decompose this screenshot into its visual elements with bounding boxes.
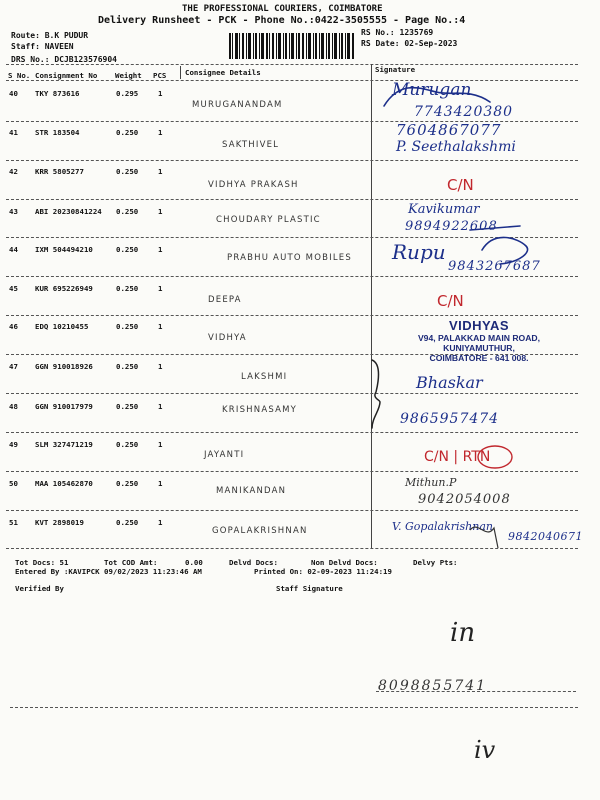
- row-weight: 0.250: [116, 518, 139, 527]
- row-phone: 7743420380: [414, 104, 514, 120]
- row-consignee-name: VIDHYA: [208, 333, 247, 343]
- col-header-consignee: Consignee Details: [185, 68, 261, 77]
- row-sno: 45: [9, 284, 18, 293]
- row-pcs: 1: [158, 402, 163, 411]
- row-consignment: TKY 873616: [35, 89, 80, 98]
- row-phone: 9842040671: [508, 530, 583, 543]
- col-header-signature: Signature: [375, 65, 416, 74]
- row-sno: 40: [9, 89, 18, 98]
- delivered-docs: Delvd Docs:: [229, 558, 278, 567]
- row-consignment: GGN 910017979: [35, 402, 93, 411]
- row-phone: 9843267687: [448, 259, 541, 274]
- rs-date: RS Date: 02-Sep-2023: [361, 39, 458, 48]
- printed-on: Printed On: 02-09-2023 11:24:19: [254, 567, 392, 576]
- verified-by-label: Verified By: [15, 584, 64, 593]
- row-signature: V. Gopalakrishnan: [392, 520, 493, 533]
- row-pcs: 1: [158, 207, 163, 216]
- row-weight: 0.250: [116, 402, 139, 411]
- row-sno: 44: [9, 245, 18, 254]
- total-cod-amount: 0.00: [185, 558, 203, 567]
- row-sno: 41: [9, 128, 18, 137]
- row-weight: 0.250: [116, 128, 139, 137]
- row-consignee-name: SAKTHIVEL: [222, 140, 280, 150]
- staff-label: Staff: NAVEEN: [11, 42, 74, 51]
- row-signature: Murugan: [392, 80, 472, 100]
- row-pcs: 1: [158, 245, 163, 254]
- stamp-line-1: V94, PALAKKAD MAIN ROAD,: [417, 333, 541, 343]
- row-note: C/N: [447, 176, 474, 194]
- row-consignee-name: PRABHU AUTO MOBILES: [227, 253, 352, 263]
- row-sno: 50: [9, 479, 18, 488]
- row-sno: 47: [9, 362, 18, 371]
- row-consignee-name: VIDHYA PRAKASH: [208, 180, 299, 190]
- row-pcs: 1: [158, 284, 163, 293]
- row-weight: 0.250: [116, 362, 139, 371]
- stamp-name: VIDHYAS: [448, 318, 510, 333]
- row-consignment: KUR 695226949: [35, 284, 93, 293]
- col-header-pcs: PCS: [153, 71, 167, 80]
- brace-rows-47-48: [372, 360, 380, 428]
- company-name: THE PROFESSIONAL COURIERS, COIMBATORE: [182, 4, 383, 14]
- runsheet-title: Delivery Runsheet - PCK - Phone No.:0422-3505555 - Page No.:4: [98, 15, 466, 26]
- row-pcs: 1: [158, 479, 163, 488]
- stamp-line-2: KUNIYAMUTHUR,: [443, 343, 515, 353]
- col-header-weight: Weight: [115, 71, 142, 80]
- total-cod-label: Tot COD Amt:: [104, 558, 158, 567]
- row-pcs: 1: [158, 167, 163, 176]
- stamp-line-3: COIMBATORE - 641 008.: [429, 353, 529, 363]
- handwritten-mark: in: [450, 618, 476, 648]
- row-consignment: SLM 327471219: [35, 440, 93, 449]
- non-delivered-docs: Non Delvd Docs:: [311, 558, 378, 567]
- row-phone: 9894922608: [405, 219, 498, 234]
- total-docs: Tot Docs: 51: [15, 558, 69, 567]
- row-signature: Mithun.P: [405, 476, 457, 489]
- row-weight: 0.295: [116, 89, 139, 98]
- row-pcs: 1: [158, 322, 163, 331]
- row-consignee-name: MURUGANANDAM: [192, 100, 283, 110]
- row-consignment: ABI 20230841224: [35, 207, 102, 216]
- row-note: C/N: [437, 292, 464, 310]
- entered-by: Entered By :KAVIPCK 09/02/2023 11:23:46 AM: [15, 567, 202, 576]
- row-consignment: GGN 910018926: [35, 362, 93, 371]
- signature-loop-40: [384, 88, 490, 106]
- row-pcs: 1: [158, 89, 163, 98]
- overlapping-digits: 8098855741: [378, 678, 488, 694]
- row-consignee-name: CHOUDARY PLASTIC: [216, 215, 321, 225]
- row-consignment: KVT 2898019: [35, 518, 84, 527]
- row-consignment: KRR 5805277: [35, 167, 84, 176]
- staff-signature-label: Staff Signature: [276, 584, 343, 593]
- route-label: Route: B.K PUDUR: [11, 31, 89, 40]
- row-sno: 42: [9, 167, 18, 176]
- row-phone: 7604867077: [396, 121, 502, 139]
- row-phone: 9865957474: [400, 411, 500, 427]
- row-sno: 51: [9, 518, 18, 527]
- row-weight: 0.250: [116, 440, 139, 449]
- row-pcs: 1: [158, 518, 163, 527]
- row-weight: 0.250: [116, 245, 139, 254]
- row-sno: 49: [9, 440, 18, 449]
- row-signature: Rupu: [392, 240, 446, 264]
- row-pcs: 1: [158, 440, 163, 449]
- row-consignee-name: KRISHNASAMY: [222, 405, 298, 415]
- row-consignee-name: DEEPA: [208, 295, 242, 305]
- row-consignee-name: LAKSHMI: [241, 372, 288, 382]
- row-consignee-name: MANIKANDAN: [216, 486, 287, 496]
- row-consignment: MAA 105462870: [35, 479, 93, 488]
- handwritten-mark-bottom: iv: [474, 736, 496, 764]
- row-weight: 0.250: [116, 322, 139, 331]
- signature-underline-43: [470, 226, 520, 230]
- row-sno: 43: [9, 207, 18, 216]
- row-weight: 0.250: [116, 284, 139, 293]
- col-header-consignment: Consignment No: [35, 71, 98, 80]
- row-weight: 0.250: [116, 207, 139, 216]
- row-signature: P. Seethalakshmi: [396, 139, 516, 155]
- col-header-sno: S No.: [8, 71, 31, 80]
- row-consignment: STR 183504: [35, 128, 80, 137]
- row-sno: 48: [9, 402, 18, 411]
- row-consignment: EDQ 10210455: [35, 322, 89, 331]
- row-consignee-name: JAYANTI: [204, 450, 245, 460]
- signature-scribble-44: [482, 237, 528, 264]
- rs-number: RS No.: 1235769: [361, 28, 434, 37]
- row-weight: 0.250: [116, 167, 139, 176]
- row-signature: Kavikumar: [408, 202, 480, 217]
- row-consignment: IXM 504494210: [35, 245, 93, 254]
- row-weight: 0.250: [116, 479, 139, 488]
- row-pcs: 1: [158, 362, 163, 371]
- drs-number: DRS No.: DCJB123576904: [11, 55, 117, 64]
- row-phone: 9042054008: [418, 492, 511, 507]
- signature-tail-51: [470, 527, 498, 548]
- row-sno: 46: [9, 322, 18, 331]
- delivery-points: Delvy Pts:: [413, 558, 458, 567]
- row-consignee-name: GOPALAKRISHNAN: [212, 526, 308, 536]
- rtn-circle: [478, 446, 512, 468]
- row-note: C/N | RTN: [424, 449, 491, 465]
- row-signature: Bhaskar: [416, 373, 483, 392]
- row-pcs: 1: [158, 128, 163, 137]
